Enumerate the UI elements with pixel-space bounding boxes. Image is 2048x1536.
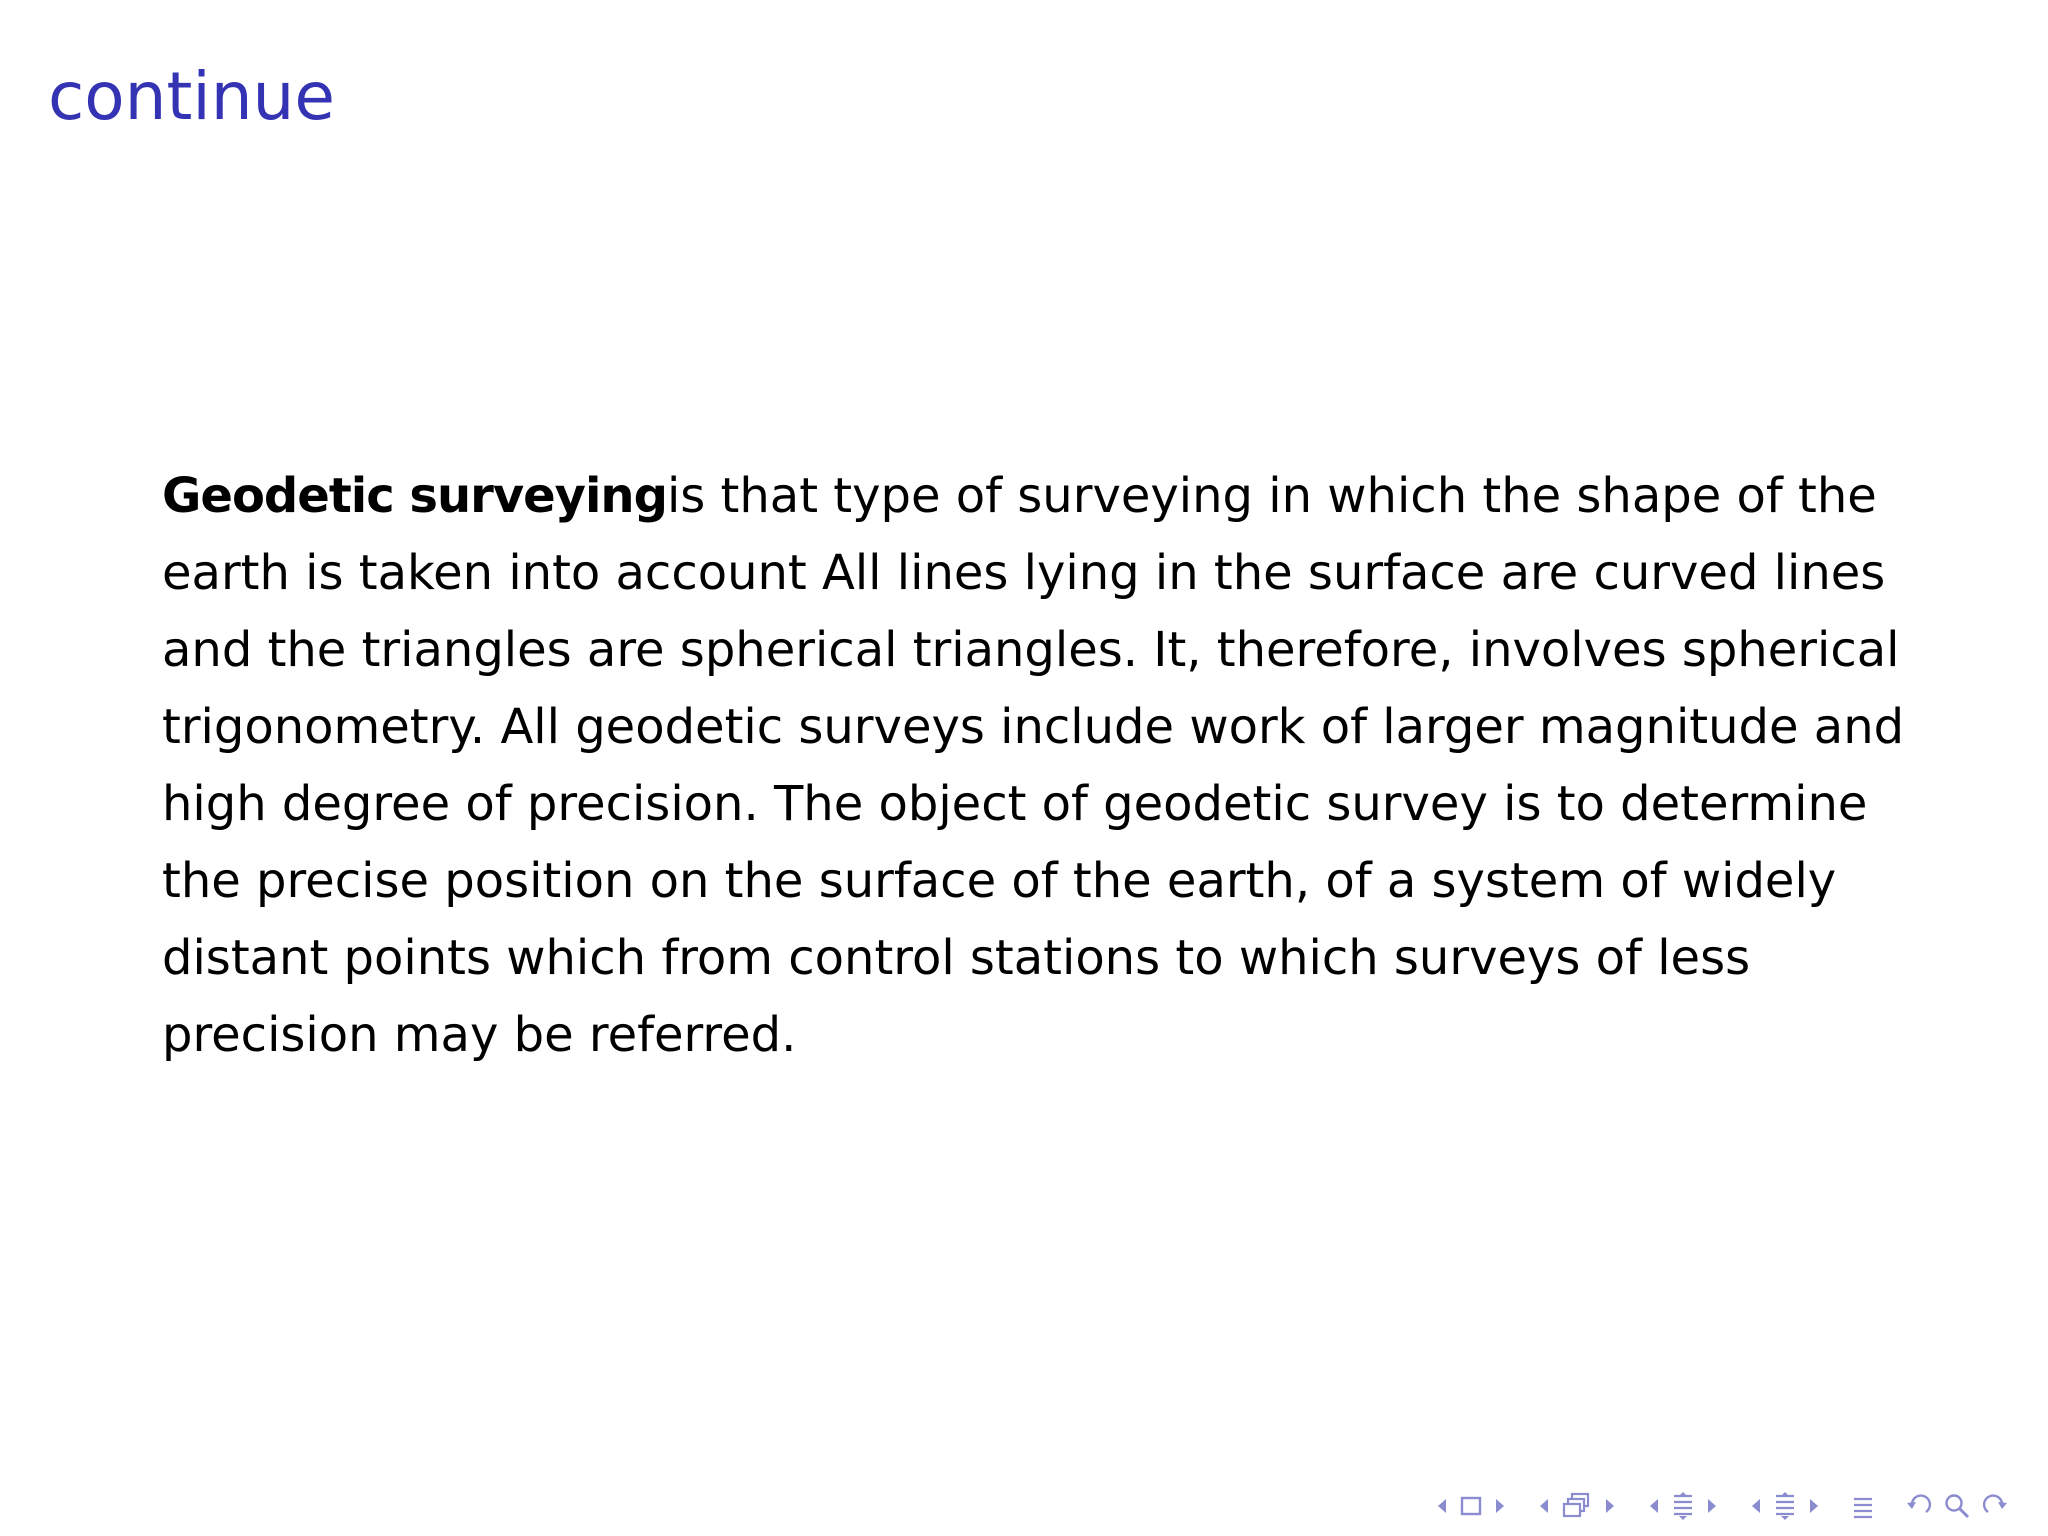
redo-icon[interactable] [1980, 1491, 2010, 1521]
prev-document-icon[interactable] [1748, 1494, 1764, 1518]
undo-icon[interactable] [1904, 1491, 1934, 1521]
nav-document-group [1748, 1491, 1822, 1521]
beamer-navigation-bar [1412, 1486, 2010, 1526]
body-line-6: the precise position on the surface of the earth, of a system of widely [162, 853, 1837, 909]
body-line-2: earth is taken into account All lines lying in the surface are curved lines [162, 545, 1886, 601]
nav-search-group [1904, 1491, 2010, 1521]
body-line-7: distant points which from control stations to which surveys of less [162, 930, 1751, 986]
slide-body [162, 458, 1905, 1074]
search-icon[interactable] [1942, 1491, 1972, 1521]
prev-frame-icon[interactable] [1434, 1494, 1450, 1518]
subsection-icon[interactable] [1560, 1491, 1594, 1521]
next-section-icon[interactable] [1704, 1494, 1720, 1518]
nav-subsection-group [1536, 1491, 1618, 1521]
next-frame-icon[interactable] [1492, 1494, 1508, 1518]
section-icon[interactable] [1670, 1491, 1696, 1521]
prev-subsection-icon[interactable] [1536, 1494, 1552, 1518]
nav-section-group [1646, 1491, 1720, 1521]
body-line-3: and the triangles are spherical triangles. It, therefore, involves spherical [162, 622, 1900, 678]
prev-section-icon[interactable] [1646, 1494, 1662, 1518]
body-line-5: high degree of precision. The object of geodetic survey is to determine [162, 776, 1868, 832]
document-section-icon[interactable] [1772, 1491, 1798, 1521]
body-line-1 [162, 458, 1902, 535]
nav-frame-group [1434, 1494, 1508, 1518]
align-icon[interactable] [1850, 1491, 1876, 1521]
defined-term: Geodetic surveying [162, 468, 667, 524]
body-line-8: precision may be referred. [162, 1007, 797, 1063]
next-subsection-icon[interactable] [1602, 1494, 1618, 1518]
frame-title: continue [48, 58, 335, 135]
nav-align-group [1850, 1491, 1876, 1521]
body-line-4: trigonometry. All geodetic surveys include work of larger magnitude and [162, 699, 1905, 755]
body-line-1-text: is that type of surveying in which the shape of the [666, 468, 1877, 524]
frame-icon[interactable] [1458, 1494, 1484, 1518]
next-document-icon[interactable] [1806, 1494, 1822, 1518]
